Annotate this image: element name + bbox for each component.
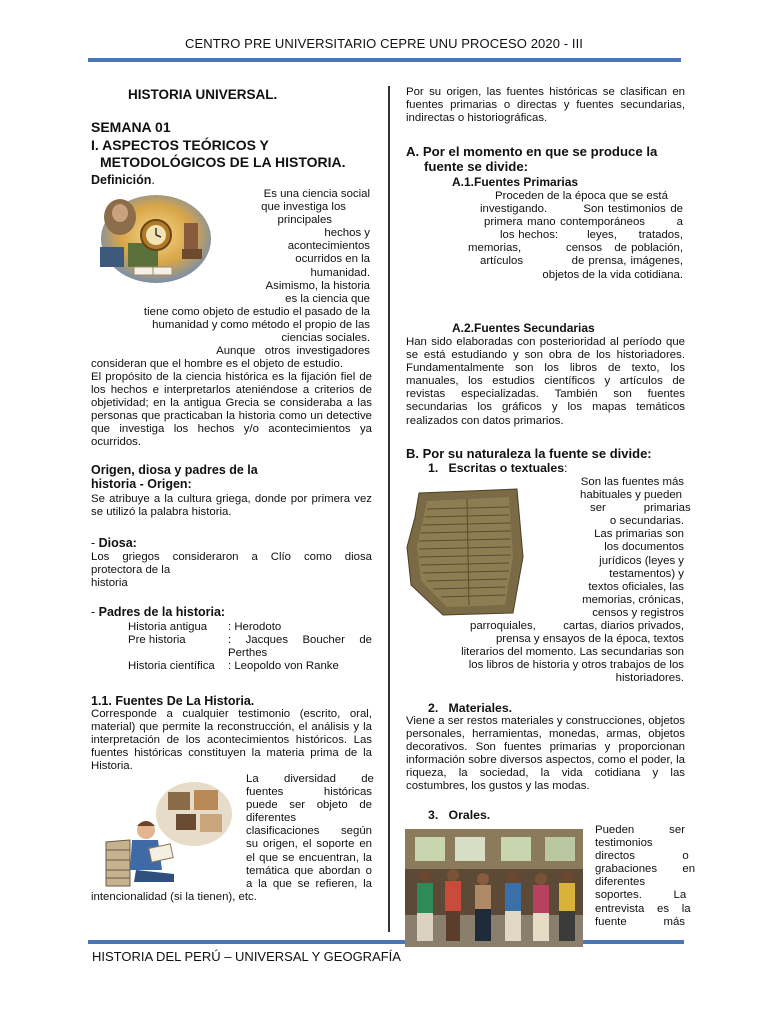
definition-line: Es una ciencia social: [263, 188, 370, 200]
diversity-line: clasificaciones según: [246, 825, 372, 838]
section-title: I. ASPECTOS TEÓRICOS Y METODOLÓGICOS DE LA HISTORIA.: [91, 137, 346, 170]
oral-tradition-photo: [405, 829, 583, 947]
footer-rule: [88, 940, 684, 944]
a1-line: objetos de la vida cotidiana.: [542, 268, 683, 281]
b1-line: Son las fuentes más: [580, 476, 684, 488]
definition-wide-text: [130, 306, 370, 358]
b1-heading-text: Escritas o textuales: [448, 461, 565, 475]
origin-heading-history: historia: [91, 477, 137, 491]
a1-heading: A.1.Fuentes Primarias: [452, 175, 579, 189]
a2-text: Han sido elaboradas con posterioridad al período que se está estudiando y son obra de los historiadores. Fundamentalmente son los libros de texto, los manuales, los estudios científicos y artículos de revistas especializadas. También son fuentes secundarias los gráficos y los mapas temáticos realizados con datos primarios.: [406, 336, 685, 427]
b1-line: los documentos: [604, 541, 684, 554]
definition-line: humanidad y como método el propio de las: [152, 319, 370, 332]
fathers-heading: [91, 605, 225, 619]
definition-right-text: [214, 188, 370, 306]
a-heading-line-1: A. Por el momento en que se produce la: [406, 144, 658, 159]
definition-line: humanidad.: [310, 266, 370, 279]
b1-line: habituales y pueden: [580, 489, 682, 502]
goddess-text: [91, 551, 372, 590]
diversity-line: temática que abordan o: [246, 864, 372, 877]
definition-line: principales: [277, 214, 332, 227]
b1-number: 1.: [428, 461, 439, 475]
b1-text-wrapped: [558, 476, 691, 620]
definition-heading: Definición.: [91, 173, 155, 187]
section-title-line-2: METODOLÓGICOS DE LA HISTORIA: [100, 154, 342, 170]
goddess-heading: [91, 536, 137, 550]
definition-line: Asimismo, la historia: [265, 279, 370, 292]
goddess-line: historia: [91, 577, 128, 590]
section-title-line-1: I. ASPECTOS TEÓRICOS Y: [91, 137, 269, 153]
b3-line: entrevista es la: [595, 902, 691, 915]
definition-heading-text: Definición: [91, 173, 152, 187]
definition-line: tiene como objeto de estudio el pasado de la: [143, 306, 370, 318]
b3-heading: [428, 808, 490, 822]
b2-heading-text: Materiales.: [448, 701, 513, 715]
b3-line: diferentes: [595, 876, 646, 889]
a-heading-line-2: fuente se divide:: [424, 159, 529, 174]
b1-line: los libros de historia y otros trabajos de los: [468, 659, 684, 672]
b1-line: parroquiales, cartas, diarios privados,: [470, 620, 684, 632]
definition-consideran: consideran que el hombre es el objeto de estudio.: [91, 358, 344, 370]
fathers-list: [91, 621, 376, 673]
fathers-dash: -: [91, 605, 99, 619]
a-heading: [406, 144, 657, 174]
b3-line: directos o: [595, 850, 689, 863]
a1-line: Proceden de la época que se está: [495, 190, 668, 202]
b1-line: literarios del momento. Las secundarias son: [461, 646, 684, 659]
a2-heading: A.2.Fuentes Secundarias: [452, 321, 595, 335]
page-header: CENTRO PRE UNIVERSITARIO CEPRE UNU PROCESO 2020 - III: [184, 36, 584, 51]
b1-line: memorias, crónicas,: [582, 593, 684, 606]
definition-line: Aunque otros investigadores: [216, 345, 370, 358]
b3-line: Pueden ser: [595, 824, 685, 836]
diversity-line: su origen, el soporte en: [246, 838, 372, 851]
b3-line: grabaciones en: [595, 863, 696, 876]
sources-heading: 1.1. Fuentes De La Historia.: [91, 694, 255, 708]
father-value: : Leopoldo von Ranke: [228, 660, 339, 673]
column-divider: [388, 86, 390, 932]
b2-text: Viene a ser restos materiales y construcciones, objetos personales, herramientas, monedas, armas, objetos decorativos. Son fuentes primarias y proporcionan información sobre diversos aspectos, como el poder, la riqueza, la sociedad, la vida cotidiana y las costumbres, los gustos y las modas.: [406, 715, 685, 793]
origin-text: Se atribuye a la cultura griega, donde por primera vez se utilizó la palabra historia.: [91, 493, 372, 519]
origin-heading-origin: - Origen:: [136, 477, 192, 491]
b1-line: jurídicos (leyes y: [599, 554, 684, 567]
goddess-line: Los griegos consideraron a Clío como diosa: [91, 551, 372, 563]
origin-heading-line-1: Origen, diosa y padres de la: [91, 463, 258, 477]
fathers-heading-text: Padres de la historia:: [98, 605, 226, 619]
diversity-last-line: intencionalidad (si la tienen), etc.: [91, 891, 257, 903]
b1-line: historiadores.: [615, 672, 684, 685]
father-label: Historia científica: [128, 660, 215, 673]
diversity-line: La diversidad de: [246, 773, 374, 785]
b3-number: 3.: [428, 808, 439, 822]
list-item: [128, 660, 372, 673]
clay-tablet-image: [405, 487, 525, 617]
b1-heading: [428, 461, 567, 475]
a1-line: investigando. Son testimonios de: [480, 203, 683, 216]
definition-line: hechos y: [324, 227, 370, 240]
a1-line: artículos de prensa, imágenes,: [480, 255, 683, 268]
student-reading-image: [96, 778, 234, 888]
a1-text: [466, 190, 683, 282]
b-heading: B. Por su naturaleza la fuente se divide:: [406, 446, 652, 461]
b1-line: prensa y ensayos de la época, textos: [495, 633, 684, 646]
a1-line: primera mano contemporáneos a: [484, 216, 683, 229]
diversity-line: fuentes históricas: [246, 786, 372, 799]
b1-line: o secundarias.: [609, 515, 684, 528]
b1-line: censos y registros: [592, 606, 684, 619]
b1-line: Las primarias son: [594, 528, 684, 541]
definition-paragraph: El propósito de la ciencia histórica es la fijación fiel de los hechos e interpretarlos ateniéndose a criterios de objetividad; en la antigua Grecia se consideraba a las personas que practicaban la historia como un detective que investiga los hechos y/o acontecimientos ya ocurridos.: [91, 371, 372, 449]
b1-line: testamentos) y: [609, 567, 684, 580]
list-item: [128, 634, 376, 660]
diversity-line: a la que se refieren, la: [246, 877, 372, 890]
father-label: Historia antigua: [128, 621, 208, 633]
course-title: HISTORIA UNIVERSAL.: [128, 87, 278, 102]
b2-heading: [428, 701, 512, 715]
goddess-heading-text: Diosa:: [98, 536, 137, 550]
father-value: : Herodoto: [228, 621, 282, 633]
definition-line: ocurridos en la: [295, 253, 370, 266]
father-label: Pre historia: [128, 634, 186, 647]
a1-line: los hechos: leyes, tratados,: [500, 229, 683, 242]
b1-line: textos oficiales, las: [588, 580, 684, 593]
b3-text: [595, 824, 696, 929]
b3-line: soportes. La: [595, 889, 687, 902]
definition-line: que investiga los: [261, 201, 346, 214]
history-collage-image: [96, 193, 212, 285]
diversity-line: puede ser objeto de: [246, 799, 372, 812]
goddess-line: protectora de la: [91, 564, 171, 577]
header-rule: [88, 58, 681, 62]
a1-line: memorias, censos de población,: [468, 242, 683, 255]
b3-line: fuente más: [595, 915, 685, 928]
definition-line: ciencias sociales.: [281, 332, 370, 345]
diversity-line: diferentes: [246, 812, 297, 825]
b2-number: 2.: [428, 701, 439, 715]
list-item: [128, 621, 372, 634]
diversity-text: [246, 773, 372, 891]
b3-heading-text: Orales.: [448, 808, 491, 822]
father-value: : Jacques Boucher de Perthes: [228, 634, 376, 660]
b3-line: testimonios: [595, 837, 653, 850]
page-footer: HISTORIA DEL PERÚ – UNIVERSAL Y GEOGRAFÍA: [92, 949, 401, 964]
goddess-dash: -: [91, 536, 99, 550]
definition-line: es la ciencia que: [285, 292, 370, 305]
origin-heading: [91, 463, 373, 491]
definition-line: acontecimientos: [287, 240, 370, 253]
b1-line: ser primarias: [590, 502, 691, 515]
sources-intro: Por su origen, las fuentes históricas se clasifican en fuentes primarias o directas y fuentes secundarias, indirectas o historiográficas.: [406, 86, 685, 125]
week-label: SEMANA 01: [91, 119, 171, 135]
b1-text-wide: [440, 620, 684, 685]
sources-text: Corresponde a cualquier testimonio (escrito, oral, material) que permite la reconstrucción, el análisis y la interpretación de los acontecimientos históricos. Las fuentes históricas constituyen la materia prima de la Historia.: [91, 708, 372, 773]
diversity-line: el que se encuentran, la: [246, 851, 372, 864]
b1-colon: :: [564, 461, 568, 475]
